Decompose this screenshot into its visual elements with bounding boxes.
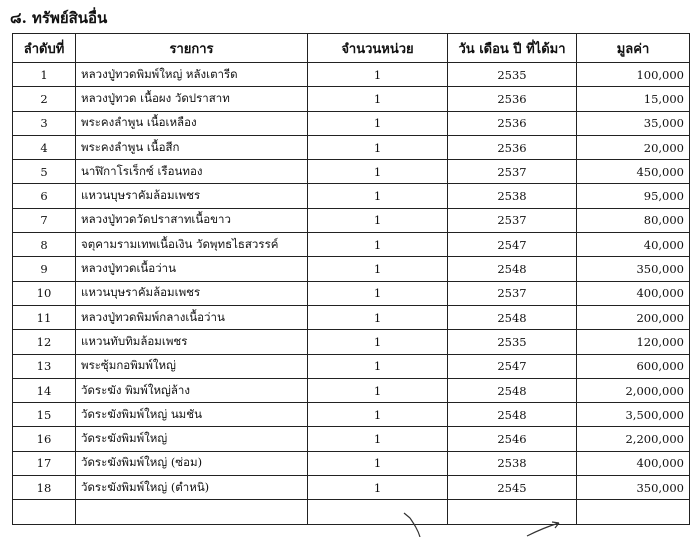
cell-item: แหวนบุษราคัมล้อมเพชร: [76, 281, 308, 305]
cell-value: 2,200,000: [577, 427, 690, 451]
cell-item: พระคงลำพูน เนื้อสีก: [76, 135, 308, 159]
cell-value: 350,000: [577, 476, 690, 500]
header-item: รายการ: [76, 34, 308, 63]
cell-value: 200,000: [577, 305, 690, 329]
cell-item: หลวงปู่ทวดพิมพ์ใหญ่ หลังเตารีด: [76, 63, 308, 87]
empty-row: [13, 500, 690, 525]
cell-year: 2536: [448, 111, 577, 135]
table-row: [13, 87, 690, 111]
cell-item: หลวงปู่ทวดวัดปราสาทเนื้อขาว: [76, 208, 308, 232]
cell-no: 9: [13, 257, 76, 281]
table-row: [13, 354, 690, 378]
cell-no: 13: [13, 354, 76, 378]
cell-year: 2537: [448, 160, 577, 184]
cell-year: 2536: [448, 87, 577, 111]
cell-value: 600,000: [577, 354, 690, 378]
table-row: [13, 208, 690, 232]
cell-qty: 1: [308, 63, 448, 87]
cell-qty: 1: [308, 378, 448, 402]
cell-no: 17: [13, 451, 76, 475]
cell-item: หลวงปู่ทวดพิมพ์กลางเนื้อว่าน: [76, 305, 308, 329]
cell-item: นาฬิกาโรเร็กซ์ เรือนทอง: [76, 160, 308, 184]
cell-qty: 1: [308, 184, 448, 208]
cell-value: 20,000: [577, 135, 690, 159]
empty-cell: [577, 500, 690, 525]
table-row: [13, 305, 690, 329]
cell-value: 400,000: [577, 451, 690, 475]
cell-value: 450,000: [577, 160, 690, 184]
header-date-acquired: วัน เดือน ปี ที่ได้มา: [448, 34, 577, 63]
cell-no: 5: [13, 160, 76, 184]
cell-year: 2547: [448, 354, 577, 378]
cell-qty: 1: [308, 160, 448, 184]
cell-year: 2548: [448, 403, 577, 427]
cell-value: 100,000: [577, 63, 690, 87]
cell-value: 80,000: [577, 208, 690, 232]
cell-no: 15: [13, 403, 76, 427]
table-row: [13, 476, 690, 500]
cell-qty: 1: [308, 233, 448, 257]
cell-year: 2545: [448, 476, 577, 500]
cell-item: พระคงลำพูน เนื้อเหลือง: [76, 111, 308, 135]
cell-value: 350,000: [577, 257, 690, 281]
table-row: [13, 330, 690, 354]
section-title: ๘. ทรัพย์สินอื่น: [10, 9, 108, 27]
header-qty: จำนวนหน่วย: [308, 34, 448, 63]
cell-year: 2537: [448, 208, 577, 232]
cell-no: 1: [13, 63, 76, 87]
cell-item: วัดระฆังพิมพ์ใหญ่: [76, 427, 308, 451]
cell-item: วัดระฆัง พิมพ์ใหญ่ล้าง: [76, 378, 308, 402]
cell-qty: 1: [308, 451, 448, 475]
cell-value: 40,000: [577, 233, 690, 257]
cell-no: 10: [13, 281, 76, 305]
empty-cell: [76, 500, 308, 525]
cell-year: 2548: [448, 257, 577, 281]
cell-qty: 1: [308, 111, 448, 135]
cell-no: 6: [13, 184, 76, 208]
table-row: [13, 257, 690, 281]
pen-mark-right: [525, 520, 565, 537]
cell-qty: 1: [308, 87, 448, 111]
cell-qty: 1: [308, 403, 448, 427]
cell-value: 15,000: [577, 87, 690, 111]
cell-no: 12: [13, 330, 76, 354]
cell-qty: 1: [308, 305, 448, 329]
cell-item: วัดระฆังพิมพ์ใหญ่ (ตำหนิ): [76, 476, 308, 500]
empty-cell: [13, 500, 76, 525]
cell-no: 8: [13, 233, 76, 257]
cell-value: 95,000: [577, 184, 690, 208]
cell-no: 16: [13, 427, 76, 451]
cell-value: 400,000: [577, 281, 690, 305]
cell-item: แหวนบุษราคัมล้อมเพชร: [76, 184, 308, 208]
cell-value: 3,500,000: [577, 403, 690, 427]
cell-no: 4: [13, 135, 76, 159]
cell-value: 2,000,000: [577, 378, 690, 402]
table-row: [13, 184, 690, 208]
cell-year: 2535: [448, 63, 577, 87]
cell-item: วัดระฆังพิมพ์ใหญ่ นมชัน: [76, 403, 308, 427]
assets-table: [12, 33, 690, 525]
table-row: [13, 427, 690, 451]
cell-item: พระซุ้มกอพิมพ์ใหญ่: [76, 354, 308, 378]
cell-item: แหวนทับทิมล้อมเพชร: [76, 330, 308, 354]
table-row: [13, 281, 690, 305]
table-body: [13, 63, 690, 525]
header-no: ลำดับที่: [13, 34, 76, 63]
cell-no: 18: [13, 476, 76, 500]
cell-no: 14: [13, 378, 76, 402]
cell-year: 2535: [448, 330, 577, 354]
cell-no: 11: [13, 305, 76, 329]
header-row: [13, 34, 690, 63]
table-row: [13, 403, 690, 427]
cell-no: 2: [13, 87, 76, 111]
table-row: [13, 160, 690, 184]
cell-item: จตุคามรามเทพเนื้อเงิน วัดพุทธไธสวรรค์: [76, 233, 308, 257]
cell-year: 2538: [448, 451, 577, 475]
cell-no: 7: [13, 208, 76, 232]
table-row: [13, 111, 690, 135]
cell-year: 2537: [448, 281, 577, 305]
cell-qty: 1: [308, 281, 448, 305]
table-row: [13, 451, 690, 475]
cell-year: 2546: [448, 427, 577, 451]
cell-year: 2548: [448, 378, 577, 402]
pen-mark-left: [398, 510, 438, 537]
cell-qty: 1: [308, 330, 448, 354]
header-value: มูลค่า: [577, 34, 690, 63]
cell-item: วัดระฆังพิมพ์ใหญ่ (ซ่อม): [76, 451, 308, 475]
cell-year: 2538: [448, 184, 577, 208]
cell-qty: 1: [308, 208, 448, 232]
cell-item: หลวงปู่ทวด เนื้อผง วัดปราสาท: [76, 87, 308, 111]
cell-value: 35,000: [577, 111, 690, 135]
table-row: [13, 233, 690, 257]
cell-qty: 1: [308, 427, 448, 451]
cell-year: 2547: [448, 233, 577, 257]
cell-qty: 1: [308, 135, 448, 159]
cell-no: 3: [13, 111, 76, 135]
cell-year: 2536: [448, 135, 577, 159]
cell-value: 120,000: [577, 330, 690, 354]
cell-qty: 1: [308, 257, 448, 281]
cell-item: หลวงปู่ทวดเนื้อว่าน: [76, 257, 308, 281]
cell-qty: 1: [308, 354, 448, 378]
cell-qty: 1: [308, 476, 448, 500]
table-row: [13, 135, 690, 159]
cell-year: 2548: [448, 305, 577, 329]
table-row: [13, 378, 690, 402]
table-row: [13, 63, 690, 87]
